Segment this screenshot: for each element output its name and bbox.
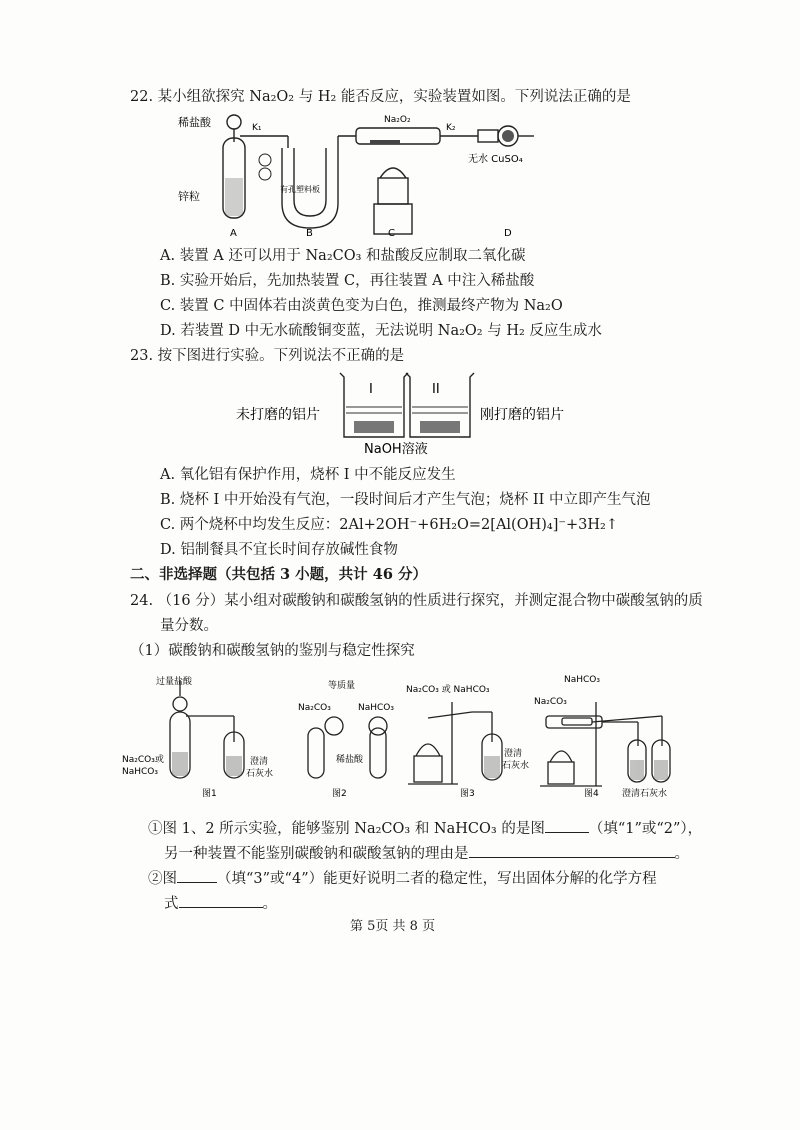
q24-part1-text-a: ①图 1、2 所示实验，能够鉴别 Na₂CO₃ 和 NaHCO₃ 的是图 <box>148 821 545 837</box>
fig1-label-acid: 过量盐酸 <box>156 677 193 687</box>
q24-part2-text-c: 式 <box>164 896 179 912</box>
fig4-caption: 图4 <box>584 789 599 799</box>
q24-part1-line2 <box>164 843 689 863</box>
q23-option-d: D. 铝制餐具不宜长时间存放碱性食物 <box>160 542 398 558</box>
q24-part1-text-c: 另一种装置不能鉴别碳酸钠和碳酸氢钠的理由是 <box>164 846 469 862</box>
label-c: C <box>388 228 395 239</box>
q22-option-a: A. 装置 A 还可以用于 Na₂CO₃ 和盐酸反应制取二氧化碳 <box>160 248 526 264</box>
q24-figures <box>122 672 702 802</box>
answer-blank-reason[interactable] <box>469 843 675 858</box>
label-d: D <box>504 228 512 239</box>
label-naoh: NaOH溶液 <box>364 442 428 457</box>
label-k1: K₁ <box>252 123 262 133</box>
burner <box>378 178 408 204</box>
fig2-caption: 图2 <box>332 789 347 799</box>
label-k2: K₂ <box>446 123 456 133</box>
q24-part2-line2 <box>164 893 277 913</box>
label-cuso4: 无水 CuSO₄ <box>468 154 523 165</box>
q24-part2-text-a: ②图 <box>148 871 177 887</box>
fig1-label-lime2: 石灰水 <box>246 769 274 779</box>
fig1-label-lime: 澄清 <box>250 757 269 767</box>
fig4-label-lime: 澄清石灰水 <box>622 789 668 799</box>
fig3-caption: 图3 <box>460 789 475 799</box>
fig3-label-solid: Na₂CO₃ 或 NaHCO₃ <box>406 685 490 695</box>
fig2-label-acid: 稀盐酸 <box>336 755 364 765</box>
fig3-label-lime2: 石灰水 <box>502 761 530 771</box>
q23-option-b: B. 烧杯 I 中开始没有气泡，一段时间后才产生气泡；烧杯 II 中立即产生气泡 <box>160 492 651 508</box>
q23-stem: 23. 按下图进行实验。下列说法不正确的是 <box>130 348 405 364</box>
fig4-label-nahco3: NaHCO₃ <box>564 675 600 685</box>
label-b: B <box>306 228 313 239</box>
label-dilute-hcl: 稀盐酸 <box>178 116 211 129</box>
label-na2o2: Na₂O₂ <box>384 115 411 125</box>
answer-blank-equation[interactable] <box>179 893 263 908</box>
q22-option-d: D. 若装置 D 中无水硫酸铜变蓝，无法说明 Na₂O₂ 与 H₂ 反应生成水 <box>160 323 602 339</box>
answer-blank-figure-3-4[interactable] <box>177 868 217 883</box>
separatory-funnel <box>227 115 241 129</box>
q22-apparatus-figure <box>178 108 568 240</box>
fig3-heated-tube <box>428 712 472 718</box>
page-footer: 第 5页 共 8 页 <box>350 919 436 934</box>
fig2-tube-a <box>308 728 324 778</box>
q22-option-b: B. 实验开始后，先加热装置 C，再往装置 A 中注入稀盐酸 <box>160 273 535 289</box>
beaker-1-label: I <box>369 382 373 397</box>
section-2-heading: 二、非选择题（共包括 3 小题，共计 46 分） <box>130 566 427 583</box>
aluminum-sheet-2 <box>420 421 460 433</box>
q22-option-c: C. 装置 C 中固体若由淡黄色变为白色，推测最终产物为 Na₂O <box>160 298 563 314</box>
fig2-label-equal: 等质量 <box>328 681 356 691</box>
q24-part1-line1 <box>148 818 702 838</box>
fig3-label-lime: 澄清 <box>504 749 523 759</box>
fig4-burner <box>548 762 574 784</box>
beaker-2-label: II <box>432 382 440 397</box>
q24-part2-line1 <box>148 868 657 888</box>
fig2-label-nahco3: NaHCO₃ <box>358 703 394 713</box>
aluminum-sheet-1 <box>354 421 394 433</box>
label-unpolished-al: 未打磨的铝片 <box>236 407 320 423</box>
q24-subquestion-1: （1）碳酸钠和碳酸氢钠的鉴别与稳定性探究 <box>130 643 415 659</box>
q23-option-c: C. 两个烧杯中均发生反应：2Al+2OH⁻+6H₂O=2[Al(OH)₄]⁻+3H₂↑ <box>160 517 619 533</box>
q23-option-a: A. 氧化铝有保护作用，烧杯 I 中不能反应发生 <box>160 467 456 483</box>
fig1-caption: 图1 <box>202 789 217 799</box>
q24-part2-text-d: 。 <box>262 896 277 912</box>
label-zinc: 锌粒 <box>178 190 200 203</box>
q22-stem: 22. 某小组欲探究 Na₂O₂ 与 H₂ 能否反应，实验装置如图。下列说法正确的是 <box>130 89 631 105</box>
fig4-label-na2co3: Na₂CO₃ <box>534 697 567 707</box>
fig3-burner <box>414 756 442 782</box>
fig1-label-solid: Na₂CO₃或 <box>122 755 164 765</box>
label-polished-al: 刚打磨的铝片 <box>480 407 564 423</box>
label-plate: 有孔塑料板 <box>280 185 320 194</box>
q24-part1-text-b: （填“1”或“2”）， <box>588 821 703 837</box>
fig2-label-na2co3: Na₂CO₃ <box>298 703 331 713</box>
q24-stem-line1: 24. （16 分）某小组对碳酸钠和碳酸氢钠的性质进行探究，并测定混合物中碳酸氢钠的质 <box>130 593 703 609</box>
q24-part2-text-b: （填“3”或“4”）能更好说明二者的稳定性，写出固体分解的化学方程 <box>217 871 657 887</box>
q23-beakers-figure <box>236 367 596 457</box>
label-a: A <box>230 228 237 239</box>
q24-stem-line2: 量分数。 <box>160 618 218 634</box>
answer-blank-figure-1-2[interactable] <box>545 818 589 833</box>
q24-part1-text-d: 。 <box>674 846 689 862</box>
fig1-label-solid2: NaHCO₃ <box>122 767 158 777</box>
